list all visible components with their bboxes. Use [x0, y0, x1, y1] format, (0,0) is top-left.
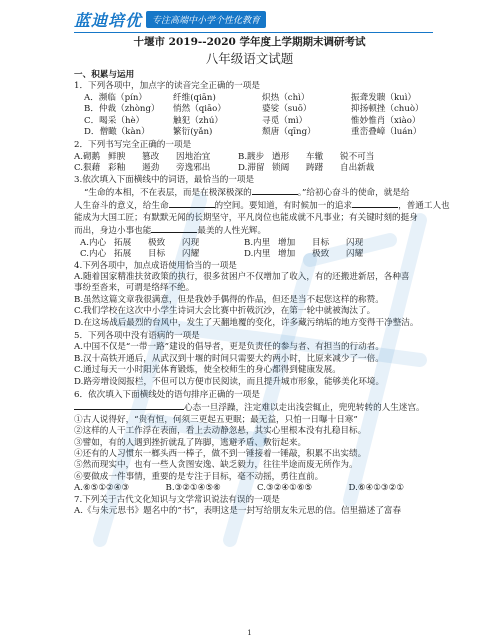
q3-passage-line: “生命的本相，不在表层，而是在极深极深的 。”给初心奋斗的使命，就是给: [84, 188, 410, 199]
question-stem: 5．下列各项中没有语病的一项是: [74, 330, 200, 341]
q3-options: [74, 238, 440, 261]
option: 纤维(qiān): [173, 92, 216, 103]
exam-title: 十堰市 2019--2020 学年度上学期期末调研考试: [133, 36, 366, 48]
option: 炽热（chì）: [262, 92, 310, 103]
option: A.内心: [80, 237, 107, 248]
option: D.内里: [244, 249, 271, 260]
answer-blank: [352, 199, 398, 208]
answer-blank: [74, 401, 184, 410]
question-stem: 4.下列各项中，加点成语使用恰当的一项是: [74, 260, 237, 271]
option: B.踱步: [238, 151, 265, 162]
option: 极致: [148, 237, 166, 248]
option: D.在这场战后最烈的台风中，发生了天翻地覆的变化，许多藏污纳垢的地方变得干净整洁。: [74, 317, 419, 328]
option: 抑扬顿挫（chuò）: [351, 104, 424, 115]
q3-passage-line: 能成为大国工匠；有默默无闻的长期坚守，平凡岗位也能成就不凡事业；有关键时刻的挺身: [74, 212, 418, 223]
option: 遏劲: [142, 163, 160, 174]
option: A.⑥⑤①②④③: [74, 483, 130, 494]
option: 锐不可当: [340, 151, 375, 162]
option: 惟妙惟肖（xiào）: [351, 115, 421, 126]
q6-lead-line: 心态一旦浮躁，注定难以走出浅尝辄止，兜兜转转的人生迷宫。: [74, 401, 440, 414]
subject-title: 八年级语文试题: [205, 51, 294, 66]
answer-blank: [151, 224, 197, 233]
brand-logo: 蓝迪培优: [74, 10, 143, 30]
option: 闪现: [182, 237, 200, 248]
option: 彩釉: [108, 163, 126, 174]
question-stem: 2．下列书写完全正确的一项是: [74, 140, 192, 151]
option: 重峦叠嶂（luán）: [351, 127, 422, 138]
option: 锁阔: [272, 163, 290, 174]
option: 繁衍(yǎn): [173, 127, 213, 138]
option: B.汉十高铁开通后，从武汉到十堰的时间只需要大约两小时，比原来减少了一倍。: [74, 353, 384, 364]
option-continued: 事纷至沓来，可谓是络绎不绝。: [74, 283, 195, 294]
option: 极致: [312, 249, 330, 260]
option: 鲜腴: [108, 151, 126, 162]
header-divider: [74, 32, 433, 33]
option: A.随着国家精准扶贫政策的执行，很多贫困户不仅增加了收入，有的还搬进新居，各种喜: [74, 271, 410, 282]
option: 增加: [278, 249, 296, 260]
sentence: ⑤然而现实中，也有一些人贪图安逸、缺乏毅力，往往半途而废无所作为。: [74, 460, 358, 471]
option: 自出新裁: [340, 163, 375, 174]
page-number: 1: [247, 629, 252, 637]
answer-blank: [169, 199, 215, 208]
option: 颓唐（qīng）: [262, 127, 316, 138]
option: 拓展: [114, 237, 132, 248]
option: A.《与朱元思书》题名中的“书”，表明这是一封写给朋友朱元思的信。信里描述了富春: [74, 506, 402, 517]
brand-tagline: 专注高端中小学个性化教育: [146, 11, 266, 28]
option: B.虽然这篇文章我很满意，但是我妙手偶得的作品，但还是当不起您这样的称赞。: [74, 294, 384, 305]
option: 增加: [278, 237, 296, 248]
option: B．仲裁（zhòng）: [84, 104, 160, 115]
option: 闪耀: [346, 249, 364, 260]
brand-header: [74, 8, 266, 30]
option: 闪耀: [182, 249, 200, 260]
exam-body: [74, 70, 450, 517]
option: C.我们学校在这次中小学生诗词大会比赛中折戟沉沙，在第一轮中就被淘汰了。: [74, 306, 376, 317]
option: 目标: [312, 237, 330, 248]
option: B.内里: [244, 237, 271, 248]
option: B.③②①④⑤⑥: [165, 483, 221, 494]
q6-options: [74, 483, 440, 494]
option: C.通过每天一小时阳光体育锻炼，使全校师生的身心都得到健康发展。: [74, 365, 341, 376]
option: A．濒临（pín）: [84, 92, 147, 103]
option: D.⑥④①③②①: [348, 483, 405, 494]
option: 悄然（qiāo）: [173, 104, 226, 115]
option: 闪现: [346, 237, 364, 248]
sentence: ②这样的人干工作浮在表面，看上去动静忽悬，其实心里根本没有扎稳目标。: [74, 426, 367, 437]
q2-options: [74, 152, 440, 175]
option: 车辙: [306, 151, 324, 162]
q3-passage-line: 人生奋斗的意义，给生命 的空间。要知道，有时候加一的追求 ，普通工人也: [74, 201, 450, 212]
answer-blank: [252, 186, 298, 195]
option: 婆娑（suō）: [262, 104, 312, 115]
option: 因地治宜: [176, 151, 211, 162]
option: 篡改: [142, 151, 160, 162]
question-stem: 1．下列各项中，加点字的读音完全正确的一项是: [74, 81, 260, 92]
sentence: ④还有的人习惯东一榔头西一棒子，做不到一锤接着一锤敲，积累不出实绩。: [74, 449, 367, 459]
q1-options: [74, 93, 440, 139]
option: C.③②④①⑥⑤: [257, 483, 313, 494]
option: C.狠藉: [74, 163, 101, 174]
sentence: ⑥要做成一件事情，重要的是专注于目标，毫不动摇，勇往直前。: [74, 471, 324, 482]
option: D.滞留: [238, 163, 265, 174]
sentence: ③譬如，有的人遇到挫折就乱了阵脚，逃避矛盾、敷衍起来。: [74, 437, 307, 448]
sentence: ①古人说得好，“贵有恒，何须三更起五更眠；最无益，只怕一日曝十日寒”: [74, 414, 358, 425]
option: C.内心: [80, 249, 107, 260]
question-stem: 6．依次填入下面横线处的语句排序正确的一项是: [74, 389, 260, 400]
option: 寻觅（mì）: [262, 115, 308, 126]
q3-passage-line: 而出，身边小事也能 最美的人性光辉。: [74, 226, 267, 237]
option: D．僧瞰（kàn）: [84, 127, 150, 138]
section-heading: 一、积累与运用: [74, 70, 135, 80]
question-stem: 3.依次填入下面横线中的词语，最恰当的一项是: [74, 174, 255, 185]
option: 振聋发聩（kuì）: [351, 92, 417, 103]
option: 踌躇: [306, 163, 324, 174]
option: 遒形: [272, 151, 290, 162]
option: 目标: [148, 249, 166, 260]
option: C．喝采（hè）: [84, 115, 145, 126]
option: 旁逸邪出: [176, 163, 211, 174]
option: D.路旁增设阅报栏，不但可以方便市民阅读，而且提升城市形象，能够美化环境。: [74, 376, 385, 387]
option: A.中国不仅是“一带一路”建设的倡导者，更是负责任的参与者、有担当的行动者。: [74, 342, 384, 353]
question-stem: 7.下列关于古代文化知识与文学常识说法有误的一项是: [74, 494, 280, 505]
option: 触犯（zhú）: [173, 115, 223, 126]
option: A.砌鹅: [74, 151, 101, 162]
option: 拓展: [114, 249, 132, 260]
